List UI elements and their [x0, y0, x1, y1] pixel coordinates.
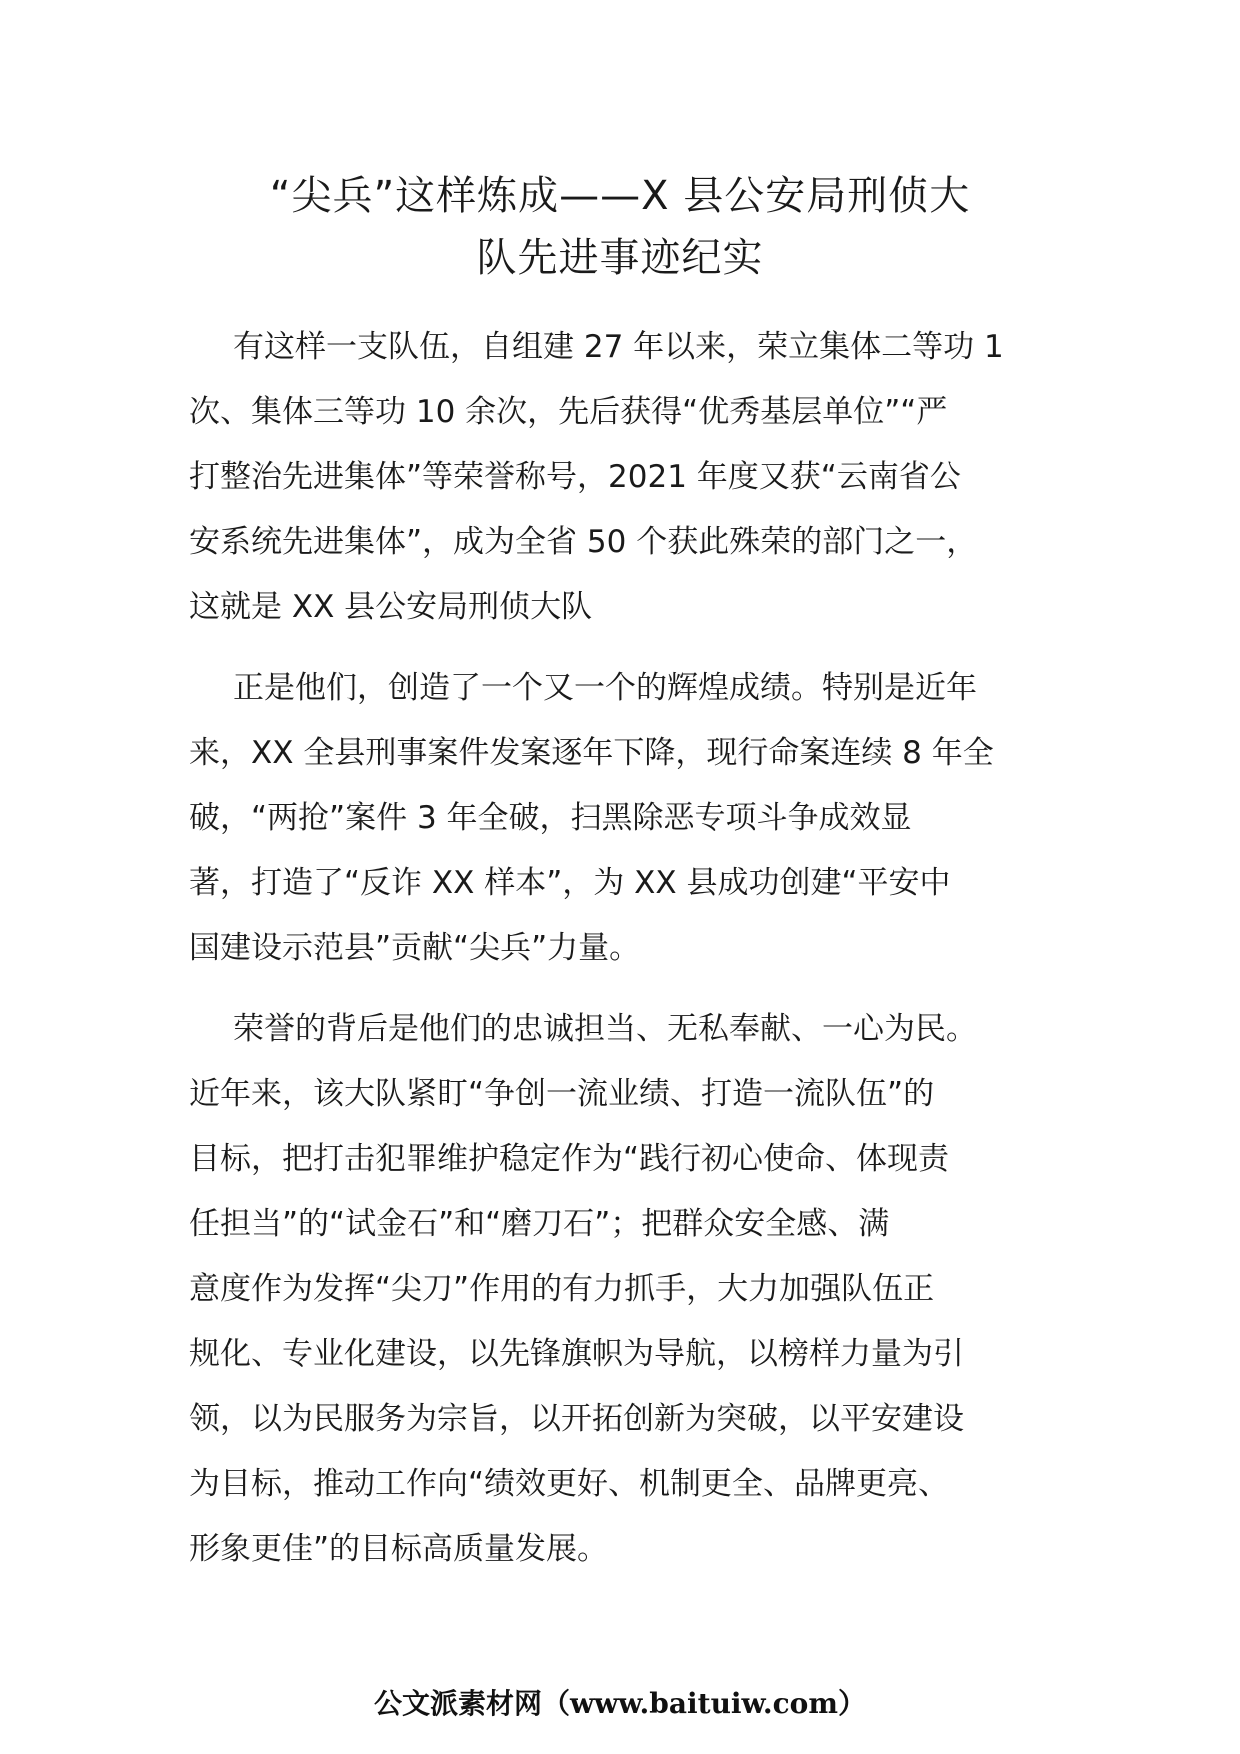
title-line: “尖兵”这样炼成——X 县公安局刑侦大 [269, 173, 971, 219]
title-line: 队先进事迹纪实 [476, 235, 764, 281]
paragraph-line: 意度作为发挥“尖刀”作用的有力抓手，大力加强队伍正 [189, 1271, 935, 1307]
paragraph-line: 形象更佳”的目标高质量发展。 [189, 1531, 609, 1567]
paragraph-line: 领，以为民服务为宗旨，以开拓创新为突破，以平安建设 [189, 1401, 964, 1437]
paragraph-line: 任担当”的“试金石”和“磨刀石”；把群众安全感、满 [189, 1206, 890, 1242]
paragraph-line: 规化、专业化建设，以先锋旗帜为导航，以榜样力量为引 [189, 1336, 964, 1372]
document-title [160, 165, 1080, 289]
paragraph-line: 安系统先进集体”，成为全省 50 个获此殊荣的部门之一， [189, 524, 978, 560]
document-body [189, 315, 1059, 1598]
footer-watermark: 公文派素材网（www.baituiw.com） [374, 1687, 866, 1720]
paragraph-line: 这就是 XX 县公安局刑侦大队 [189, 589, 593, 625]
paragraph-1 [189, 315, 1059, 640]
paragraph-line: 来，XX 全县刑事案件发案逐年下降，现行命案连续 8 年全 [189, 735, 994, 771]
paragraph-line: 近年来，该大队紧盯“争创一流业绩、打造一流队伍”的 [189, 1076, 935, 1112]
paragraph-line: 破，“两抢”案件 3 年全破，扫黑除恶专项斗争成效显 [189, 800, 912, 836]
paragraph-line: 国建设示范县”贡献“尖兵”力量。 [189, 930, 641, 966]
paragraph-line: 著，打造了“反诈 XX 样本”，为 XX 县成功创建“平安中 [189, 865, 951, 901]
paragraph-line: 次、集体三等功 10 余次，先后获得“优秀基层单位”“严 [189, 394, 948, 430]
paragraph-line: 目标，把打击犯罪维护稳定作为“践行初心使命、体现责 [189, 1141, 950, 1177]
paragraph-line: 打整治先进集体”等荣誉称号，2021 年度又获“云南省公 [189, 459, 961, 495]
paragraph-line: 有这样一支队伍，自组建 27 年以来，荣立集体二等功 1 [233, 329, 1004, 365]
paragraph-2 [189, 656, 1059, 981]
paragraph-line: 为目标，推动工作向“绩效更好、机制更全、品牌更亮、 [189, 1466, 950, 1502]
paragraph-3 [189, 997, 1059, 1582]
paragraph-line: 荣誉的背后是他们的忠诚担当、无私奉献、一心为民。 [233, 1011, 977, 1047]
paragraph-line: 正是他们，创造了一个又一个的辉煌成绩。特别是近年 [233, 670, 977, 706]
